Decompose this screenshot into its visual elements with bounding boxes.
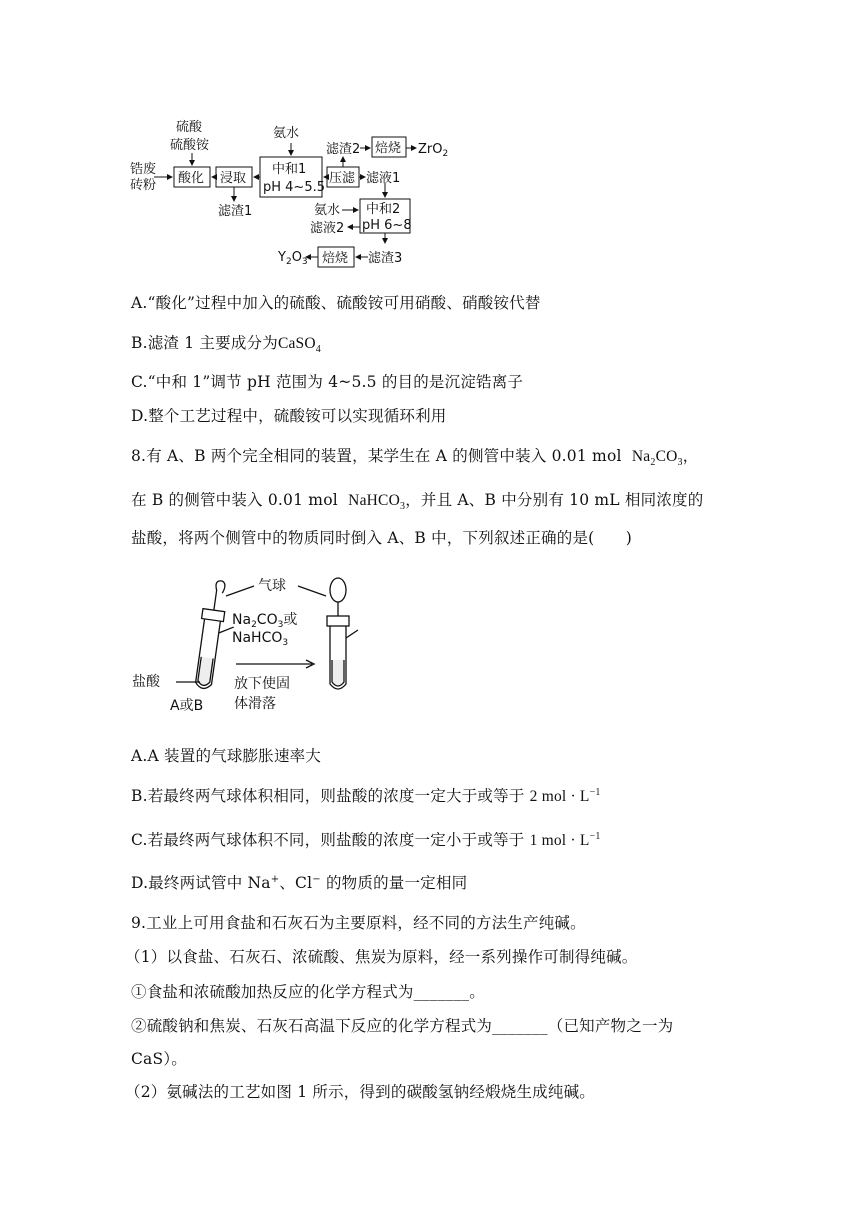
q9-stem: 9.工业上可用食盐和石灰石为主要原料，经不同的方法生产纯碱。: [131, 914, 586, 932]
q9-part1-b-cont: CaS）。: [131, 1050, 187, 1068]
q8-option-d: D.最终两试管中 Na+、Cl− 的物质的量一定相同: [131, 873, 468, 892]
raw-label-top: 锆废: [130, 162, 157, 177]
ammonia1-label: 氨水: [273, 126, 300, 141]
q7-option-c: C.“中和 1”调节 pH 范围为 4~5.5 的目的是沉淀锆离子: [131, 373, 524, 391]
neutralize1-ph: pH 4~5.5: [263, 180, 325, 195]
neutralize2-ph: pH 6~8: [362, 218, 412, 233]
q8-stem-line1: 8.有 A、B 两个完全相同的装置，某学生在 A 的侧管中装入 0.01 mol $Na_2CO_3$，: [131, 447, 699, 469]
y2o3-label: $Y_2O_3$: [278, 250, 308, 267]
acid-label: 盐酸: [132, 674, 160, 690]
neutralize1-label: 中和1: [272, 162, 307, 177]
q8-stem-line2: 在 B 的侧管中装入 0.01 mol NaHCO$_3$，并且 A、B 中分别有 10 mL 相同浓度的: [131, 491, 704, 513]
acid-label-top: 硫酸: [176, 120, 203, 135]
q9-part1-a: ①食盐和浓硫酸加热反应的化学方程式为_______。: [131, 983, 485, 1001]
residue2-label: 滤渣2: [326, 142, 361, 157]
roast1-label: 焙烧: [375, 141, 402, 156]
neutralize2-label: 中和2: [366, 202, 401, 217]
ammonia2-label: 氨水: [314, 203, 341, 218]
residue3-label: 滤渣3: [368, 251, 403, 266]
reagent-label-a: $Na_2CO_3$或: [232, 612, 298, 630]
q8-stem-line3: 盐酸，将两个侧管中的物质同时倒入 A、B 中，下列叙述正确的是( ): [131, 529, 633, 547]
q7-option-b: B.滤渣 1 主要成分为CaSO$_4$: [131, 334, 321, 356]
raw-label-bottom: 砖粉: [130, 178, 157, 193]
q9-part1: （1）以食盐、石灰石、浓硫酸、焦炭为原料，经一系列操作可制得纯碱。: [125, 948, 638, 966]
reagent-label-b: NaHCO$_3$: [232, 630, 289, 648]
action-label-2: 体滑落: [234, 696, 276, 712]
q7-option-d: D.整个工艺过程中，硫酸铵可以实现循环利用: [131, 407, 447, 425]
process-flowchart: [130, 115, 460, 275]
q7-option-a: A.“酸化”过程中加入的硫酸、硫酸铵可用硝酸、硝酸铵代替: [131, 294, 541, 312]
acid-label-bottom: 硫酸铵: [170, 138, 210, 153]
balloon-label: 气球: [258, 578, 286, 594]
q8-option-a: A.A 装置的气球膨胀速率大: [131, 747, 322, 765]
q8-option-b: B.若最终两气球体积相同，则盐酸的浓度一定大于或等于 2 mol · $L^{-1}$: [131, 786, 601, 805]
q9-part2: （2）氨碱法的工艺如图 1 所示，得到的碳酸氢钠经煅烧生成纯碱。: [125, 1083, 595, 1101]
roast2-label: 焙烧: [322, 251, 349, 266]
q8-option-c: C.若最终两气球体积不同，则盐酸的浓度一定小于或等于 1 mol · $L^{-1}$: [131, 830, 601, 849]
filtrate1-label: 滤液1: [366, 171, 401, 186]
leach-label: 浸取: [220, 171, 247, 186]
filtrate2-label: 滤液2: [310, 221, 345, 236]
zro2-label: ZrO$_2$: [418, 142, 449, 159]
apparatus-diagram: [130, 572, 370, 722]
ab-label: A或B: [170, 698, 204, 714]
residue1-label: 滤渣1: [218, 204, 253, 219]
q9-part1-b: ②硫酸钠和焦炭、石灰石高温下反应的化学方程式为_______（已知产物之一为: [131, 1017, 674, 1035]
action-label-1: 放下使固: [234, 676, 290, 692]
acidify-label: 酸化: [178, 171, 205, 186]
press-label: 压滤: [329, 171, 356, 186]
